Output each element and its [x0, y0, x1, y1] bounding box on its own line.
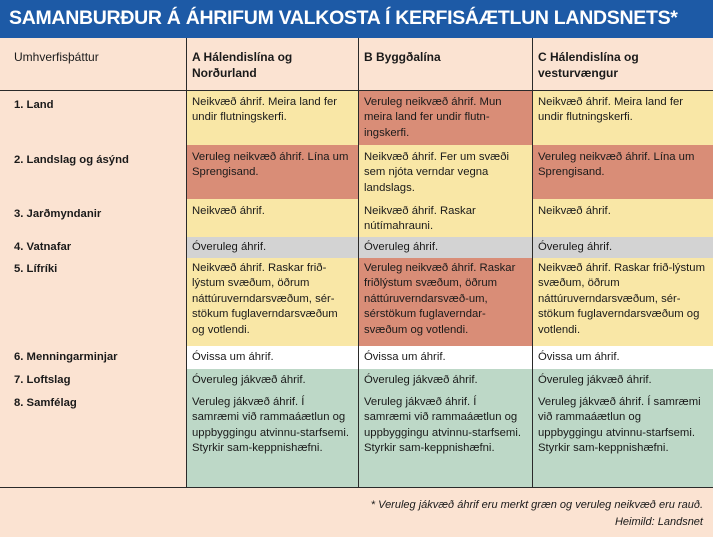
- cell-option-b: Veruleg jákvæð áhrif. Í samræmi við rammaáætlun og uppbyggingu atvinnu-starfsemi. Styrkir sam-keppnishæfni.: [358, 392, 532, 487]
- cell-option-b: Óveruleg áhrif.: [358, 237, 532, 258]
- cell-option-b: Neikvæð áhrif. Fer um svæði sem njóta verndar vegna landslags.: [358, 145, 532, 199]
- row-factor: 8. Samfélag: [14, 397, 77, 409]
- table-row: [0, 369, 713, 392]
- cell-option-c: Veruleg jákvæð áhrif. Í samræmi við rammaáætlun og uppbyggingu atvinnu-starfsemi. Styrkir sam-keppnishæfni.: [532, 392, 713, 487]
- cell-option-a: Neikvæð áhrif. Raskar frið-lýstum svæðum, öðrum náttúruverndarsvæðum, sér-stökum fuglaverndarsvæðum og votlendi.: [186, 258, 358, 346]
- cell-option-c: Neikvæð áhrif.: [532, 199, 713, 237]
- cell-option-b: Veruleg neikvæð áhrif. Mun meira land fer undir flutn-ingskerfi.: [358, 90, 532, 145]
- table-row: [0, 258, 713, 346]
- row-factor: 7. Loftslag: [14, 374, 71, 386]
- source-credit: Heimild: Landsnet: [614, 516, 703, 528]
- header-option-b: B Byggðalína: [364, 50, 441, 64]
- color-legend-note: * Veruleg jákvæð áhrif eru merkt græn og veruleg neikvæð eru rauð.: [370, 499, 703, 511]
- cell-option-c: Neikvæð áhrif. Meira land fer undir flutningskerfi.: [532, 90, 713, 145]
- header-factor: Umhverfisþáttur: [14, 50, 99, 64]
- page-title: SAMANBURÐUR Á ÁHRIFUM VALKOSTA Í KERFISÁÆTLUN LANDSNETS*: [9, 7, 678, 29]
- table-row: [0, 145, 713, 199]
- cell-option-a: Óveruleg áhrif.: [186, 237, 358, 258]
- row-factor: 4. Vatnafar: [14, 241, 72, 253]
- row-factor: 1. Land: [14, 99, 54, 111]
- cell-option-b: Neikvæð áhrif. Raskar nútímahrauni.: [358, 199, 532, 237]
- cell-option-a: Óvissa um áhrif.: [186, 346, 358, 369]
- table-row: [0, 199, 713, 237]
- cell-option-c: Óvissa um áhrif.: [532, 346, 713, 369]
- cell-option-b: Óvissa um áhrif.: [358, 346, 532, 369]
- cell-option-a: Veruleg jákvæð áhrif. Í samræmi við rammaáætlun og uppbyggingu atvinnu-starfsemi. Styrkir sam-keppnishæfni.: [186, 392, 358, 487]
- row-factor: 6. Menningarminjar: [14, 351, 118, 363]
- table-row: [0, 392, 713, 487]
- table-header-row: [0, 38, 713, 90]
- cell-option-c: Neikvæð áhrif. Raskar frið-lýstum svæðum, öðrum náttúruverndarsvæðum, sér-stökum fuglaverndarsvæðum og votlendi.: [532, 258, 713, 346]
- row-factor: 5. Lífríki: [14, 263, 58, 275]
- row-factor: 3. Jarðmyndanir: [14, 208, 102, 220]
- header-option-c: C Hálendislína og vesturvængur: [538, 50, 639, 80]
- table-row: [0, 346, 713, 369]
- column-divider: [358, 38, 359, 487]
- header-option-a: A Hálendislína og Norðurland: [192, 50, 293, 80]
- cell-option-b: Veruleg neikvæð áhrif. Raskar friðlýstum svæðum, öðrum náttúruverndarsvæð-um, sérstökum fuglaverndar-svæðum og votlendi.: [358, 258, 532, 346]
- cell-option-a: Neikvæð áhrif.: [186, 199, 358, 237]
- cell-option-c: Óveruleg jákvæð áhrif.: [532, 369, 713, 392]
- cell-option-a: Veruleg neikvæð áhrif. Lína um Sprengisand.: [186, 145, 358, 199]
- cell-option-b: Óveruleg jákvæð áhrif.: [358, 369, 532, 392]
- title-bar: [0, 0, 713, 38]
- footnote-block: [371, 497, 703, 531]
- column-divider: [186, 38, 187, 487]
- table-row: [0, 237, 713, 258]
- cell-option-c: Veruleg neikvæð áhrif. Lína um Sprengisand.: [532, 145, 713, 199]
- cell-option-a: Neikvæð áhrif. Meira land fer undir flutningskerfi.: [186, 90, 358, 145]
- table-row: [0, 90, 713, 145]
- cell-option-c: Óveruleg áhrif.: [532, 237, 713, 258]
- row-factor: 2. Landslag og ásýnd: [14, 154, 129, 166]
- cell-option-a: Óveruleg jákvæð áhrif.: [186, 369, 358, 392]
- row-divider: [0, 90, 713, 91]
- row-divider: [0, 487, 713, 488]
- column-divider: [532, 38, 533, 487]
